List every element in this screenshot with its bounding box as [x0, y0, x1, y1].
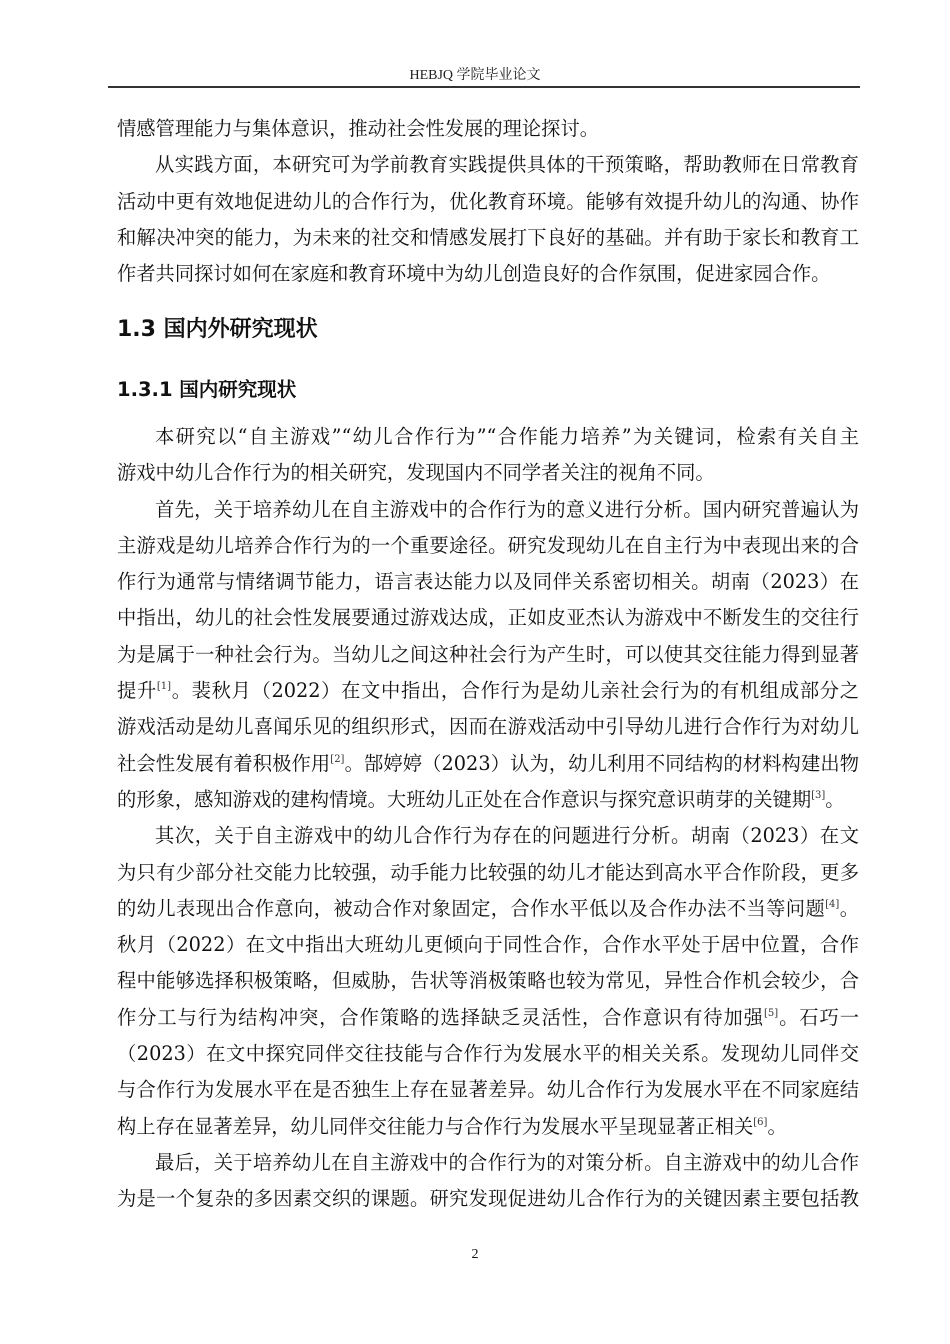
text-line: [117, 891, 859, 927]
text-segment: 首先，关于培养幼儿在自主游戏中的合作行为的意义进行分析。国内研究普遍认为: [155, 497, 859, 521]
text-segment: 游戏活动是幼儿喜闻乐见的组织形式，因而在游戏活动中引导幼儿进行合作行为对幼儿: [117, 715, 859, 739]
text-line: [117, 927, 859, 963]
subsection-heading: 1.3.1 国内研究现状: [117, 378, 297, 401]
text-segment: （2023）在文中探究同伴交往技能与合作行为发展水平的相关关系。发现幼儿同伴交: [117, 1042, 859, 1066]
text-segment: 本研究以“自主游戏”“幼儿合作行为”“合作能力培养”为关键词，检索有关自主: [155, 425, 859, 448]
text-line: [117, 1036, 859, 1072]
text-segment: 。: [839, 896, 859, 920]
text-segment: 游戏中幼儿合作行为的相关研究，发现国内不同学者关注的视角不同。: [117, 461, 715, 485]
text-line: [117, 673, 859, 709]
text-line: [117, 256, 859, 292]
text-line: [117, 455, 859, 491]
text-segment: 和解决冲突的能力，为未来的社交和情感发展打下良好的基础。并有助于家长和教育工: [117, 225, 859, 249]
text-segment: 的形象，感知游戏的建构情境。大班幼儿正处在合作意识与探究意识萌芽的关键期: [117, 787, 812, 811]
text-line: [117, 782, 859, 818]
text-segment: 中指出，幼儿的社会性发展要通过游戏达成，正如皮亚杰认为游戏中不断发生的交往行: [117, 606, 859, 630]
citation-reference: [2]: [330, 753, 345, 765]
citation-reference: [4]: [825, 898, 840, 910]
text-line: [117, 492, 859, 528]
text-line: [117, 637, 859, 673]
text-segment: 为只有少部分社交能力比较强，动手能力比较强的幼儿才能达到高水平合作阶段，更多: [117, 860, 859, 884]
text-line: [117, 564, 859, 600]
text-line: [117, 1145, 859, 1181]
section-heading: 1.3 国内外研究现状: [117, 317, 318, 342]
text-segment: 构上存在显著差异，幼儿同伴交往能力与合作行为发展水平呈现显著正相关: [117, 1114, 754, 1138]
text-segment: 提升: [117, 679, 157, 703]
text-line: [117, 1181, 859, 1217]
text-line: [117, 855, 859, 891]
text-line: [117, 1072, 859, 1108]
text-line: [117, 184, 859, 220]
text-line: [117, 709, 859, 745]
text-segment: 从实践方面，本研究可为学前教育实践提供具体的干预策略，帮助教师在日常教育: [155, 153, 859, 177]
text-segment: 作行为通常与情绪调节能力，语言表达能力以及同伴关系密切相关。胡南（2023）在: [117, 570, 859, 594]
text-segment: 秋月（2022）在文中指出大班幼儿更倾向于同性合作，合作水平处于居中位置，合作: [117, 933, 859, 957]
text-segment: 最后，关于培养幼儿在自主游戏中的合作行为的对策分析。自主游戏中的幼儿合作: [155, 1150, 859, 1174]
text-segment: 其次，关于自主游戏中的幼儿合作行为存在的问题进行分析。胡南（2023）在文: [155, 824, 859, 848]
text-segment: 。石巧一: [778, 1005, 859, 1029]
text-segment: 。: [767, 1114, 787, 1138]
text-line: [117, 1000, 859, 1036]
text-line: [117, 963, 859, 999]
text-line: [117, 1109, 859, 1145]
text-segment: 作者共同探讨如何在家庭和教育环境中为幼儿创造良好的合作氛围，促进家园合作。: [117, 262, 831, 286]
text-segment: 。: [825, 787, 845, 811]
text-line: [117, 746, 859, 782]
text-segment: 为是一个复杂的多因素交织的课题。研究发现促进幼儿合作行为的关键因素主要包括教: [117, 1187, 859, 1211]
text-line: [117, 818, 859, 854]
text-segment: 的幼儿表现出合作意向，被动合作对象固定，合作水平低以及合作办法不当等问题: [117, 896, 826, 920]
text-segment: 程中能够选择积极策略，但威胁，告状等消极策略也较为常见，异性合作机会较少，合: [117, 969, 859, 993]
text-segment: 活动中更有效地促进幼儿的合作行为，优化教育环境。能够有效提升幼儿的沟通、协作: [117, 189, 859, 213]
text-segment: 。裴秋月（2022）在文中指出，合作行为是幼儿亲社会行为的有机组成部分之: [171, 679, 859, 703]
text-segment: 作分工与行为结构冲突，合作策略的选择缺乏灵活性，合作意识有待加强: [117, 1005, 764, 1029]
text-line: [117, 147, 859, 183]
text-line: [117, 528, 859, 564]
text-line: [117, 419, 859, 455]
header-rule: [108, 86, 860, 88]
citation-reference: [6]: [753, 1116, 768, 1128]
citation-reference: [1]: [156, 681, 172, 693]
text-line: [117, 111, 859, 147]
text-segment: 与合作行为发展水平在是否独生上存在显著差异。幼儿合作行为发展水平在不同家庭结: [117, 1078, 859, 1102]
text-segment: 情感管理能力与集体意识，推动社会性发展的理论探讨。: [117, 117, 600, 140]
domestic-research-paragraphs: [117, 419, 859, 1218]
intro-paragraphs: [117, 111, 859, 292]
text-segment: 为是属于一种社会行为。当幼儿之间这种社会行为产生时，可以使其交往能力得到显著: [117, 642, 859, 666]
text-segment: 社会性发展有着积极作用: [117, 751, 331, 775]
text-segment: 。郜婷婷（2023）认为，幼儿利用不同结构的材料构建出物: [344, 751, 859, 775]
citation-reference: [3]: [811, 789, 826, 801]
text-line: [117, 600, 859, 636]
text-line: [117, 220, 859, 256]
citation-reference: [5]: [763, 1007, 779, 1019]
page-number: 2: [471, 1247, 479, 1262]
text-segment: 主游戏是幼儿培养合作行为的一个重要途径。研究发现幼儿在自主行为中表现出来的合: [117, 533, 859, 557]
page-header: HEBJQ 学院毕业论文: [409, 68, 541, 83]
